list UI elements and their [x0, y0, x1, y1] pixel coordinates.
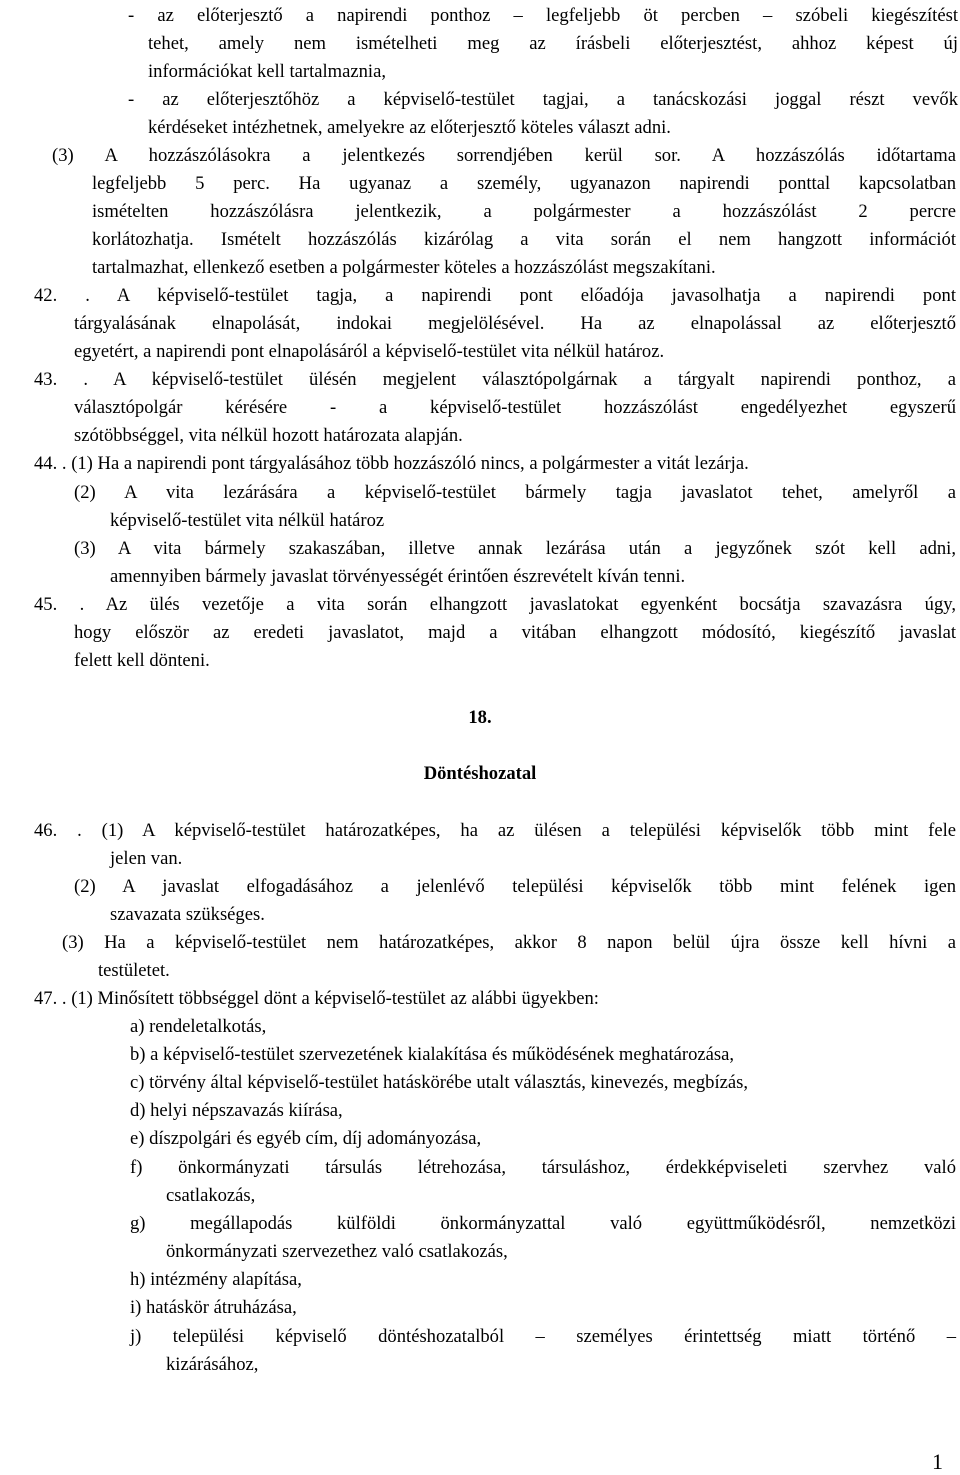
- page-number: 1: [932, 1449, 943, 1474]
- text-line: legfeljebb 5 perc. Ha ugyanaz a személy, ugyanazon napirendi ponttal kapcsolatban: [92, 173, 956, 194]
- text-line: szótöbbséggel, vita nélkül hozott határozata alapján.: [74, 425, 463, 446]
- text-line: - az előterjesztő a napirendi ponthoz – legfeljebb öt percben – szóbeli kiegészítést: [128, 5, 958, 26]
- section-47-line: 47. . (1) Minősített többséggel dönt a képviselő-testület az alábbi ügyekben:: [34, 988, 599, 1009]
- list-item: c) törvény által képviselő-testület hatáskörébe utalt választás, kinevezés, megbízás,: [130, 1072, 749, 1093]
- section-45-line: 45. . Az ülés vezetője a vita során elhangzott javaslatokat egyenként bocsátja szavazásra úgy,: [34, 594, 956, 615]
- text-line: (3) A hozzászólásokra a jelentkezés sorrendjében kerül sor. A hozzászólás időtartama: [52, 145, 956, 166]
- text-line: korlátozhatja. Ismételt hozzászólás kizárólag a vita során el nem hangzott információt: [92, 229, 956, 250]
- list-item: b) a képviselő-testület szervezetének kialakítása és működésének meghatározása,: [130, 1044, 735, 1065]
- chapter-number: 18.: [468, 707, 492, 728]
- section-43-line: 43. . A képviselő-testület ülésén megjelent választópolgárnak a tárgyalt napirendi ponthoz, a: [34, 369, 956, 390]
- text-line: információkat kell tartalmaznia,: [148, 61, 386, 82]
- text-line: felett kell dönteni.: [74, 650, 210, 671]
- chapter-title: Döntéshozatal: [423, 763, 537, 784]
- list-item: j) települési képviselő döntéshozatalból – személyes érintettség miatt történő –: [130, 1326, 956, 1347]
- text-line: tartalmazhat, ellenkező esetben a polgármester köteles a hozzászólást megszakítani.: [92, 257, 716, 278]
- list-item: e) díszpolgári és egyéb cím, díj adományozása,: [130, 1128, 482, 1149]
- text-line: (3) Ha a képviselő-testület nem határozatképes, akkor 8 napon belül újra össze kell hívni a: [62, 932, 956, 953]
- text-line: kérdéseket intézhetnek, amelyekre az előterjesztő köteles választ adni.: [148, 117, 671, 138]
- list-item: d) helyi népszavazás kiírása,: [130, 1100, 343, 1121]
- text-line: egyetért, a napirendi pont elnapolásáról a képviselő-testület vita nélkül határoz.: [74, 341, 665, 362]
- section-46-line: 46. . (1) A képviselő-testület határozatképes, ha az ülésen a települési képviselők több mint fele: [34, 820, 956, 841]
- text-line: testületet.: [98, 960, 170, 981]
- list-item-continued: csatlakozás,: [166, 1185, 256, 1206]
- list-item: g) megállapodás külföldi önkormányzattal való együttműködésről, nemzetközi: [130, 1213, 956, 1234]
- text-line: (3) A vita bármely szakaszában, illetve annak lezárása után a jegyzőnek szót kell adni,: [74, 538, 956, 559]
- list-item-continued: önkormányzati szervezethez való csatlakozás,: [166, 1241, 508, 1262]
- text-line: képviselő-testület vita nélkül határoz: [110, 510, 385, 531]
- text-line: - az előterjesztőhöz a képviselő-testület tagjai, a tanácskozási joggal részt vevők: [128, 89, 958, 110]
- text-line: ismételten hozzászólásra jelentkezik, a polgármester a hozzászólást 2 percre: [92, 201, 956, 222]
- list-item: f) önkormányzati társulás létrehozása, társuláshoz, érdekképviseleti szervhez való: [130, 1157, 956, 1178]
- text-line: hogy először az eredeti javaslatot, majd a vitában elhangzott módosító, kiegészítő javaslat: [74, 622, 956, 643]
- list-item-continued: kizárásához,: [166, 1354, 259, 1375]
- text-line: tehet, amely nem ismételheti meg az írásbeli előterjesztést, ahhoz képest új: [148, 33, 958, 54]
- list-item: a) rendeletalkotás,: [130, 1016, 267, 1037]
- text-line: amennyiben bármely javaslat törvényességét érintően észrevételt kíván tenni.: [110, 566, 686, 587]
- text-line: választópolgár kérésére - a képviselő-testület hozzászólást engedélyezhet egyszerű: [74, 397, 956, 418]
- text-line: (2) A vita lezárására a képviselő-testület bármely tagja javaslatot tehet, amelyről a: [74, 482, 956, 503]
- text-line: szavazata szükséges.: [110, 904, 265, 925]
- text-line: tárgyalásának elnapolását, indokai megjelölésével. Ha az elnapolással az előterjesztő: [74, 313, 956, 334]
- list-item: h) intézmény alapítása,: [130, 1269, 302, 1290]
- section-44-line: 44. . (1) Ha a napirendi pont tárgyalásához több hozzászóló nincs, a polgármester a vitát lezárja.: [34, 453, 749, 474]
- section-42-line: 42. . A képviselő-testület tagja, a napirendi pont előadója javasolhatja a napirendi pont: [34, 285, 956, 306]
- list-item: i) hatáskör átruházása,: [130, 1297, 297, 1318]
- text-line: jelen van.: [110, 848, 183, 869]
- text-line: (2) A javaslat elfogadásához a jelenlévő települési képviselők több mint felének igen: [74, 876, 956, 897]
